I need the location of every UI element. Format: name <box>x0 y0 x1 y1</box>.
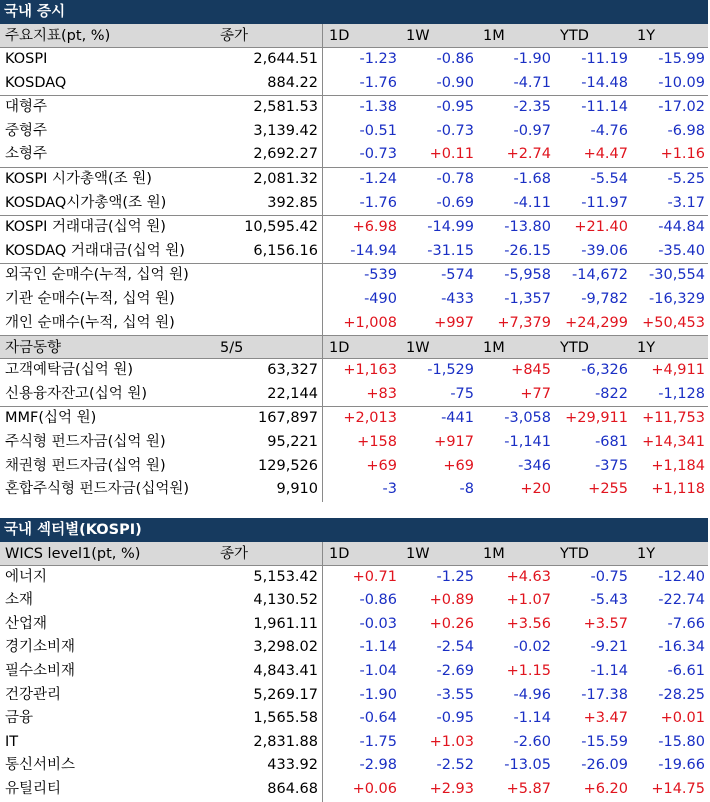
table-row <box>0 95 708 120</box>
row-change-value: -433 <box>441 290 474 307</box>
table-row <box>0 72 708 96</box>
header-ytd: YTD <box>560 28 589 44</box>
row-change-value: -5.25 <box>667 170 705 187</box>
row-change-value: -5.43 <box>590 592 628 609</box>
sector-table <box>0 518 708 802</box>
row-change-value: -0.03 <box>359 615 397 632</box>
header-1m: 1M <box>483 545 505 562</box>
row-change-value: -15.80 <box>658 733 705 750</box>
header-ytd: YTD <box>560 545 589 562</box>
row-label: 외국인 순매수(누적, 십억 원) <box>5 267 189 284</box>
row-change-value: +4,911 <box>651 362 705 379</box>
row-change-value: -1.90 <box>359 686 397 703</box>
row-change-value: +3.56 <box>506 615 551 632</box>
row-close-value: 95,221 <box>215 431 323 455</box>
row-change-value: -0.73 <box>436 122 474 139</box>
row-change-value: -1.24 <box>359 170 397 187</box>
domestic-header-row <box>0 24 708 48</box>
row-change-value: -346 <box>518 457 551 474</box>
sector-header-row <box>0 542 708 566</box>
row-change-value: +5.87 <box>506 781 551 798</box>
row-label: 에너지 <box>5 568 48 585</box>
row-change-value: -30,554 <box>649 267 705 284</box>
row-change-value: -1.75 <box>359 733 397 750</box>
row-close-value: 3,139.42 <box>215 120 323 144</box>
domestic-market-title: 국내 증시 <box>0 0 708 24</box>
row-change-value: +2,013 <box>343 410 397 427</box>
row-change-value: -3 <box>382 481 397 498</box>
row-change-value: -0.73 <box>359 146 397 163</box>
table-row <box>0 754 708 778</box>
table-row <box>0 240 708 264</box>
row-change-value: -1,357 <box>504 290 551 307</box>
row-close-value: 5,269.17 <box>215 684 323 708</box>
table-row <box>0 215 708 240</box>
row-change-value: -10.09 <box>658 74 705 91</box>
row-change-value: -14,672 <box>572 267 628 284</box>
row-close-value: 2,581.53 <box>215 96 323 120</box>
row-change-value: -8 <box>459 481 474 498</box>
table-row <box>0 406 708 431</box>
row-label: IT <box>5 733 19 750</box>
row-close-value: 63,327 <box>215 359 323 383</box>
row-change-value: -1.38 <box>359 99 397 116</box>
row-change-value: -6,326 <box>581 362 628 379</box>
header-1m: 1M <box>483 28 505 44</box>
row-close-value: 392.85 <box>215 192 323 216</box>
row-close-value: 884.22 <box>215 72 323 96</box>
table-row <box>0 478 708 502</box>
row-change-value: +20 <box>520 481 551 498</box>
table-row <box>0 263 708 288</box>
header-1w: 1W <box>406 545 430 562</box>
row-label: 필수소비재 <box>5 663 76 680</box>
row-change-value: -2.98 <box>359 757 397 774</box>
row-change-value: -1.14 <box>513 710 551 727</box>
row-close-value: 2,831.88 <box>215 731 323 755</box>
table-row <box>0 613 708 637</box>
row-close-value: 4,843.41 <box>215 660 323 684</box>
row-change-value: -0.90 <box>436 74 474 91</box>
row-change-value: -574 <box>441 267 474 284</box>
row-change-value: +0.26 <box>429 615 474 632</box>
row-change-value: +3.57 <box>583 615 628 632</box>
row-change-value: -14.94 <box>350 242 397 259</box>
row-change-value: +6.98 <box>352 219 397 236</box>
row-change-value: -14.99 <box>427 219 474 236</box>
header-1d: 1D <box>329 340 350 357</box>
row-change-value: -2.54 <box>436 639 474 656</box>
row-close-value <box>215 288 323 312</box>
row-change-value: -7.66 <box>667 615 705 632</box>
header-close: 종가 <box>215 24 323 47</box>
row-change-value: +0.01 <box>660 710 705 727</box>
row-label: 산업재 <box>5 615 48 632</box>
row-change-value: -16.34 <box>658 639 705 656</box>
row-close-value <box>215 264 323 288</box>
header-date: 5/5 <box>215 336 323 358</box>
row-change-value: -6.98 <box>667 122 705 139</box>
row-change-value: -4.11 <box>513 194 551 211</box>
header-1d: 1D <box>329 545 350 562</box>
table-row <box>0 636 708 660</box>
row-close-value: 2,081.32 <box>215 168 323 192</box>
row-change-value: -26.15 <box>504 242 551 259</box>
row-change-value: -441 <box>441 410 474 427</box>
table-row <box>0 731 708 755</box>
row-label: MMF(십억 원) <box>5 410 97 427</box>
header-1y: 1Y <box>637 28 656 44</box>
row-change-value: -0.95 <box>436 710 474 727</box>
table-row <box>0 684 708 708</box>
domestic-body <box>0 48 708 335</box>
row-change-value: -539 <box>364 267 397 284</box>
row-close-value: 167,897 <box>215 407 323 431</box>
row-change-value: +255 <box>588 481 628 498</box>
row-change-value: +1,118 <box>651 481 705 498</box>
row-change-value: +3.47 <box>583 710 628 727</box>
row-change-value: -13.80 <box>504 219 551 236</box>
row-change-value: +1,184 <box>651 457 705 474</box>
row-change-value: +2.74 <box>506 146 551 163</box>
row-label: 채권형 펀드자금(십억 원) <box>5 457 166 474</box>
row-change-value: -14.48 <box>581 74 628 91</box>
row-change-value: -0.97 <box>513 122 551 139</box>
row-change-value: -5,958 <box>504 267 551 284</box>
row-change-value: -2.69 <box>436 663 474 680</box>
row-change-value: -31.15 <box>427 242 474 259</box>
header-ytd: YTD <box>560 340 589 357</box>
table-row <box>0 431 708 455</box>
header-close: 종가 <box>215 542 323 565</box>
row-change-value: -1.68 <box>513 170 551 187</box>
row-change-value: +69 <box>366 457 397 474</box>
header-1d: 1D <box>329 28 350 44</box>
row-change-value: -1,128 <box>658 385 705 402</box>
row-label: 주식형 펀드자금(십억 원) <box>5 433 166 450</box>
row-change-value: -681 <box>595 433 628 450</box>
row-close-value: 10,595.42 <box>215 216 323 240</box>
header-1y: 1Y <box>637 340 656 357</box>
row-change-value: +83 <box>366 385 397 402</box>
row-change-value: -1.04 <box>359 663 397 680</box>
row-change-value: -490 <box>364 290 397 307</box>
row-change-value: +6.20 <box>583 781 628 798</box>
row-label: 중형주 <box>5 122 48 139</box>
row-change-value: -1,529 <box>427 362 474 379</box>
row-change-value: -15.99 <box>658 51 705 67</box>
row-label: 대형주 <box>5 99 48 116</box>
row-change-value: +1,008 <box>343 314 397 331</box>
row-change-value: +917 <box>434 433 474 450</box>
row-change-value: +997 <box>434 314 474 331</box>
row-change-value: +1.03 <box>429 733 474 750</box>
row-change-value: +0.71 <box>352 568 397 585</box>
row-change-value: -9,782 <box>581 290 628 307</box>
row-change-value: +24,299 <box>565 314 628 331</box>
row-close-value: 864.68 <box>215 778 323 802</box>
table-row <box>0 192 708 216</box>
row-label: 신용융자잔고(십억 원) <box>5 385 147 402</box>
row-change-value: -39.06 <box>581 242 628 259</box>
row-change-value: +29,911 <box>565 410 628 427</box>
row-change-value: -0.86 <box>359 592 397 609</box>
row-close-value: 6,156.16 <box>215 240 323 264</box>
row-label: KOSPI 시가총액(조 원) <box>5 170 152 187</box>
row-label: 경기소비재 <box>5 639 76 656</box>
table-row <box>0 167 708 192</box>
sector-title: 국내 섹터별(KOSPI) <box>0 518 708 542</box>
row-change-value: +4.47 <box>583 146 628 163</box>
row-change-value: -15.59 <box>581 733 628 750</box>
row-change-value: -13.05 <box>504 757 551 774</box>
row-change-value: +0.89 <box>429 592 474 609</box>
header-1w: 1W <box>406 340 430 357</box>
table-row <box>0 566 708 590</box>
row-change-value: -1,141 <box>504 433 551 450</box>
row-label: 통신서비스 <box>5 757 76 774</box>
row-change-value: +1.16 <box>660 146 705 163</box>
row-label: 유틸리티 <box>5 781 62 798</box>
row-change-value: -0.75 <box>590 568 628 585</box>
row-change-value: -6.61 <box>667 663 705 680</box>
table-row <box>0 143 708 167</box>
row-change-value: -9.21 <box>590 639 628 656</box>
row-change-value: -822 <box>595 385 628 402</box>
row-change-value: +11,753 <box>642 410 705 427</box>
row-change-value: -4.96 <box>513 686 551 703</box>
row-label: 고객예탁금(십억 원) <box>5 362 133 379</box>
row-change-value: +69 <box>443 457 474 474</box>
row-change-value: +845 <box>511 362 551 379</box>
row-change-value: -2.60 <box>513 733 551 750</box>
row-change-value: -1.76 <box>359 194 397 211</box>
row-change-value: -16,329 <box>649 290 705 307</box>
table-row <box>0 455 708 479</box>
row-change-value: +4.63 <box>506 568 551 585</box>
header-funds: 자금동향 <box>5 340 62 357</box>
row-label: KOSDAQ 거래대금(십억 원) <box>5 242 185 259</box>
row-change-value: -0.95 <box>436 99 474 116</box>
sectors-body <box>0 566 708 802</box>
row-change-value: -4.76 <box>590 122 628 139</box>
row-change-value: -19.66 <box>658 757 705 774</box>
row-label: KOSPI 거래대금(십억 원) <box>5 219 166 236</box>
row-change-value: -11.19 <box>581 51 628 67</box>
table-row <box>0 778 708 802</box>
row-close-value: 1,961.11 <box>215 613 323 637</box>
row-change-value: +7,379 <box>497 314 551 331</box>
table-row <box>0 48 708 72</box>
row-change-value: -1.25 <box>436 568 474 585</box>
row-change-value: -0.02 <box>513 639 551 656</box>
row-close-value: 3,298.02 <box>215 636 323 660</box>
header-wics: WICS level1(pt, %) <box>5 545 141 562</box>
row-change-value: -17.02 <box>658 99 705 116</box>
row-change-value: -1.76 <box>359 74 397 91</box>
row-close-value: 433.92 <box>215 754 323 778</box>
table-row <box>0 312 708 336</box>
row-label: 소형주 <box>5 146 48 163</box>
row-change-value: +2.93 <box>429 781 474 798</box>
row-change-value: -0.51 <box>359 122 397 139</box>
row-change-value: -35.40 <box>658 242 705 259</box>
row-label: 금융 <box>5 710 34 727</box>
row-change-value: -44.84 <box>658 219 705 236</box>
row-label: 건강관리 <box>5 686 62 703</box>
table-row <box>0 660 708 684</box>
row-label: 개인 순매수(누적, 십억 원) <box>5 314 175 331</box>
row-change-value: -75 <box>450 385 474 402</box>
row-change-value: -0.86 <box>436 51 474 67</box>
row-change-value: +77 <box>520 385 551 402</box>
row-change-value: -3.17 <box>667 194 705 211</box>
row-close-value: 2,692.27 <box>215 143 323 167</box>
row-change-value: -28.25 <box>658 686 705 703</box>
row-change-value: -3,058 <box>504 410 551 427</box>
row-change-value: -12.40 <box>658 568 705 585</box>
row-change-value: +158 <box>357 433 397 450</box>
row-change-value: -17.38 <box>581 686 628 703</box>
funds-header-row <box>0 335 708 359</box>
header-1w: 1W <box>406 28 430 44</box>
table-row <box>0 288 708 312</box>
row-label: KOSDAQ시가총액(조 원) <box>5 194 167 211</box>
row-change-value: -1.14 <box>359 639 397 656</box>
row-label: KOSDAQ <box>5 74 67 91</box>
row-change-value: -3.55 <box>436 686 474 703</box>
row-change-value: -1.14 <box>590 663 628 680</box>
row-change-value: -2.35 <box>513 99 551 116</box>
row-close-value <box>215 312 323 336</box>
table-row <box>0 359 708 383</box>
row-close-value: 9,910 <box>215 478 323 502</box>
table-row <box>0 589 708 613</box>
row-change-value: -0.78 <box>436 170 474 187</box>
row-change-value: -26.09 <box>581 757 628 774</box>
row-change-value: -0.64 <box>359 710 397 727</box>
header-1m: 1M <box>483 340 505 357</box>
row-change-value: -2.52 <box>436 757 474 774</box>
row-change-value: +1.07 <box>506 592 551 609</box>
row-label: 기관 순매수(누적, 십억 원) <box>5 290 175 307</box>
row-change-value: -4.71 <box>513 74 551 91</box>
row-change-value: +1.15 <box>506 663 551 680</box>
row-change-value: -1.23 <box>359 51 397 67</box>
row-close-value: 1,565.58 <box>215 707 323 731</box>
row-change-value: -11.97 <box>581 194 628 211</box>
row-close-value: 2,644.51 <box>215 48 323 72</box>
row-change-value: -375 <box>595 457 628 474</box>
row-close-value: 22,144 <box>215 383 323 407</box>
funds-body <box>0 359 708 502</box>
table-row <box>0 383 708 407</box>
row-change-value: +1,163 <box>343 362 397 379</box>
row-label: KOSPI <box>5 51 48 67</box>
header-indicator: 주요지표(pt, %) <box>5 28 111 44</box>
row-change-value: -1.90 <box>513 51 551 67</box>
row-change-value: -0.69 <box>436 194 474 211</box>
row-change-value: -5.54 <box>590 170 628 187</box>
row-change-value: +21.40 <box>574 219 628 236</box>
row-change-value: +14.75 <box>651 781 705 798</box>
row-change-value: +0.06 <box>352 781 397 798</box>
row-change-value: +0.11 <box>429 146 474 163</box>
row-change-value: +50,453 <box>642 314 705 331</box>
row-change-value: +14,341 <box>642 433 705 450</box>
row-label: 혼합주식형 펀드자금(십억원) <box>5 481 190 498</box>
table-row <box>0 707 708 731</box>
table-row <box>0 120 708 144</box>
row-close-value: 4,130.52 <box>215 589 323 613</box>
row-change-value: -11.14 <box>581 99 628 116</box>
row-close-value: 5,153.42 <box>215 566 323 590</box>
row-label: 소재 <box>5 592 34 609</box>
row-change-value: -22.74 <box>658 592 705 609</box>
header-1y: 1Y <box>637 545 656 562</box>
row-close-value: 129,526 <box>215 455 323 479</box>
